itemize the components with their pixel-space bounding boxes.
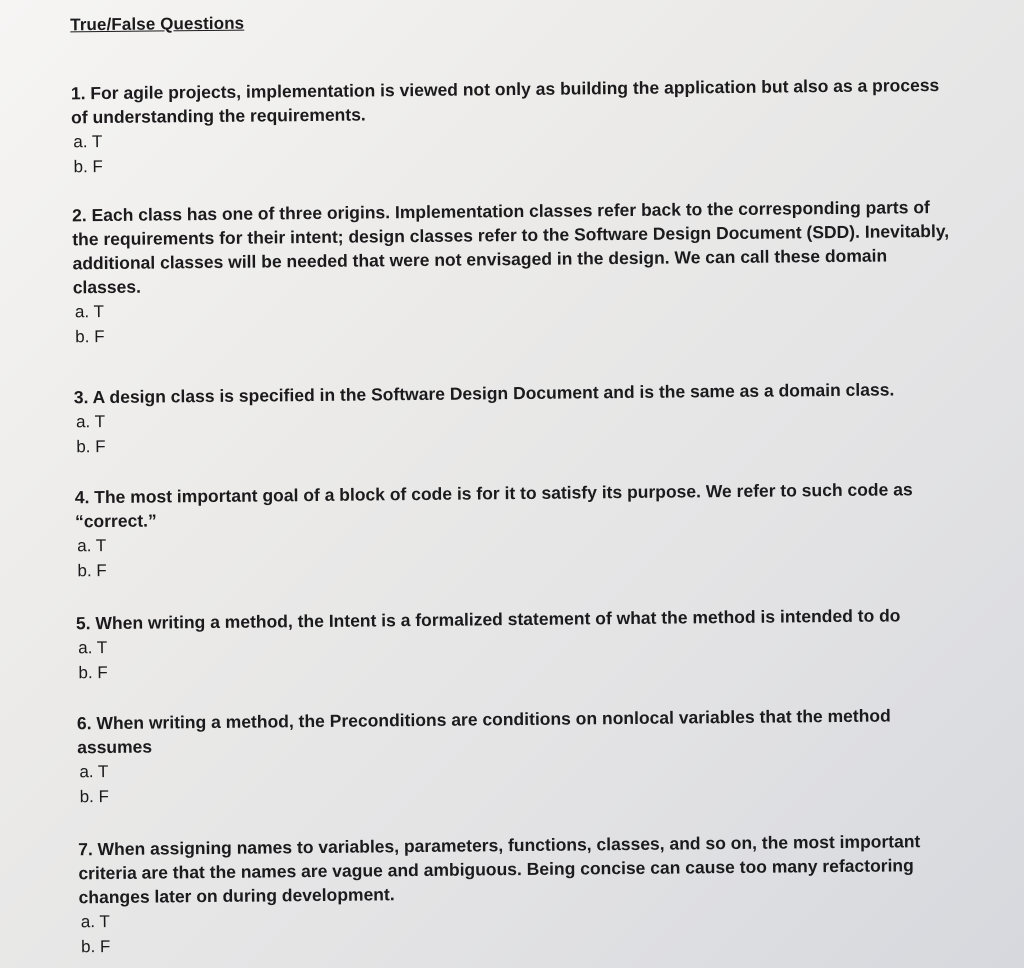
question-text: 3. A design class is specified in the Software Design Document and is the same as a domain class. xyxy=(73,379,895,408)
option-true: a. T xyxy=(80,911,110,932)
question-text: 2. Each class has one of three origins. Implementation classes refer back to the corresponding parts of the requirements for their intent; design classes refer to the Software Design Document (SDD). Inevitably, additional classes will be needed that were not envisaged in the design. We can call these domain classes. xyxy=(71,197,950,298)
option-false: b. F xyxy=(73,157,103,177)
question-text: 1. For agile projects, implementation is viewed not only as building the application but also as a process of understanding the requirements. xyxy=(70,74,940,128)
option-false: b. F xyxy=(81,936,111,957)
option-true: a. T xyxy=(79,761,109,782)
option-false: b. F xyxy=(78,662,108,683)
option-true: a. T xyxy=(74,302,105,322)
question-1 xyxy=(71,73,952,179)
option-false: b. F xyxy=(76,437,106,457)
option-true: a. T xyxy=(73,132,103,152)
option-false: b. F xyxy=(77,561,107,581)
question-text: 7. When assigning names to variables, parameters, functions, classes, and so on, the most important criteria are that the names are vague and ambiguous. Being concise can cause too many refactoring changes later on during development. xyxy=(78,831,921,908)
question-text: 6. When writing a method, the Preconditions are conditions on nonlocal variables that the method assumes xyxy=(76,705,891,758)
question-text: 5. When writing a method, the Intent is a formalized statement of what the method is intended to do xyxy=(75,605,901,634)
question-2 xyxy=(72,195,953,349)
option-true: a. T xyxy=(77,536,107,556)
question-7 xyxy=(78,829,959,959)
option-false: b. F xyxy=(75,327,105,347)
question-4 xyxy=(75,477,956,583)
question-5 xyxy=(76,603,957,685)
option-false: b. F xyxy=(79,786,110,807)
question-3 xyxy=(74,377,955,459)
question-text: 4. The most important goal of a block of code is for it to satisfy its purpose. We refer to such code as “correct.” xyxy=(74,479,913,532)
option-true: a. T xyxy=(75,412,106,432)
page-title: True/False Questions xyxy=(70,13,245,35)
option-true: a. T xyxy=(78,638,108,658)
question-6 xyxy=(77,703,958,809)
